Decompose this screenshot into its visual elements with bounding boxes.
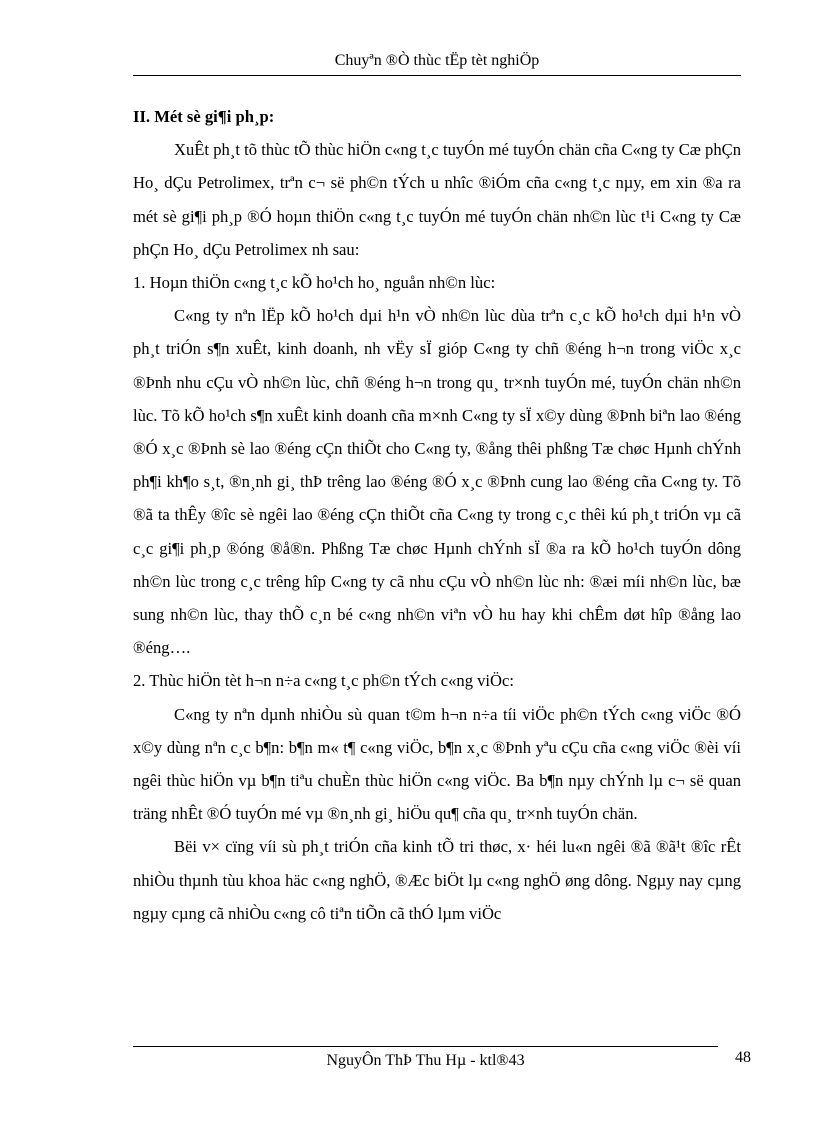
item-2-heading: 2. Thùc hiÖn tèt h¬n n÷a c«ng t¸c ph©n tÝch c«ng viÖc: — [133, 671, 514, 691]
header-divider — [133, 75, 741, 76]
paragraph-job-analysis: C«ng ty nªn dµnh nhiÒu sù quan t©m h¬n n÷a tíi viÖc ph©n tÝch c«ng viÖc ®Ó x©y dùng nªn c¸c b¶n: b¶n m« t¶ c«ng viÖc, b¶n x¸c ®Þnh yªu cÇu cña c«ng viÖc ®èi víi ngêi thùc hiÖn vµ b¶n tiªu chuÈn thùc hiÖn c«ng viÖc. Ba b¶n nµy chÝnh lµ c¬ së quan träng nhÊt ®Ó tuyÓn mé vµ ®n¸nh gi¸ hiÖu qu¶ cña qu¸ tr×nh tuyÓn chän. — [133, 704, 741, 824]
page-number: 48 — [735, 1049, 751, 1066]
page-body — [133, 100, 741, 930]
paragraph-knowledge-economy: Bëi v× cïng víi sù ph¸t triÓn cña kinh tÕ tri thøc, x· héi lu«n ngêi ®ã ®ã¹t ®îc rÊt nhiÒu thµnh tùu khoa häc c«ng nghÖ, ®Æc biÖt lµ c«ng nghÖ øng dông. Ngµy nay cµng ngµy cµng cã nhiÒu c«ng cô tiªn tiÕn cã thÓ lµm viÖc — [133, 837, 741, 923]
paragraph-planning: C«ng ty nªn lËp kÕ ho¹ch dµi h¹n vÒ nh©n lùc dùa trªn c¸c kÕ ho¹ch dµi h¹n vÒ ph¸t triÓn s¶n xuÊt, kinh doanh, nh vËy sÏ gióp C«ng ty chñ ®éng h¬n trong viÖc x¸c ®Þnh nhu cÇu vÒ nh©n lùc, chñ ®éng h¬n trong qu¸ tr×nh tuyÓn mé, tuyÓn chän nh©n lùc. Tõ kÕ ho¹ch s¶n xuÊt kinh doanh cña m×nh C«ng ty sÏ x©y dùng ®Þnh biªn lao ®éng ®Ó x¸c ®Þnh sè lao ®éng cÇn thiÕt cho C«ng ty, ®ång thêi phßng Tæ chøc Hµnh chÝnh ph¶i kh¶o s¸t, ®n¸nh gi¸ thÞ trêng lao ®éng ®Ó x¸c ®Þnh cung lao ®éng cña C«ng ty. Tõ ®ã ta thÊy ®îc sè ngêi lao ®éng cÇn thiÕt cña C«ng ty trong c¸c thêi kú ph¸t triÓn vµ cã c¸c gi¶i ph¸p ®óng ®å®n. Phßng Tæ chøc Hµnh chÝnh sÏ ®a ra kÕ ho¹ch tuyÓn dông nh©n lùc trong c¸c trêng hîp C«ng ty cã nhu cÇu vÒ nh©n lùc nh: ®æi míi nh©n lùc, bæ sung nh©n lùc, thay thÕ c¸n bé c«ng nh©n viªn vÒ hu hay khi chÊm døt hîp ®ång lao ®éng…. — [133, 306, 741, 658]
footer-divider — [133, 1046, 718, 1047]
paragraph-intro: XuÊt ph¸t tõ thùc tÕ thùc hiÖn c«ng t¸c tuyÓn mé tuyÓn chän cña C«ng ty Cæ phÇn Ho¸ dÇu Petrolimex, trªn c¬ së ph©n tÝch u nhîc ®iÓm cña c«ng t¸c nµy, em xin ®a ra mét sè gi¶i ph¸p ®Ó hoµn thiÖn c«ng t¸c tuyÓn mé tuyÓn chän nh©n lùc t¹i C«ng ty Cæ phÇn Ho¸ dÇu Petrolimex nh sau: — [133, 140, 741, 259]
item-1-heading: 1. Hoµn thiÖn c«ng t¸c kÕ ho¹ch ho¸ nguån nh©n lùc: — [133, 273, 496, 293]
section-heading: II. Mét sè gi¶i ph¸p: — [133, 107, 275, 126]
running-header: Chuyªn ®Ò thùc tËp tèt nghiÖp — [334, 52, 540, 69]
footer-author: NguyÔn ThÞ Thu Hµ - ktl®43 — [326, 1052, 525, 1069]
